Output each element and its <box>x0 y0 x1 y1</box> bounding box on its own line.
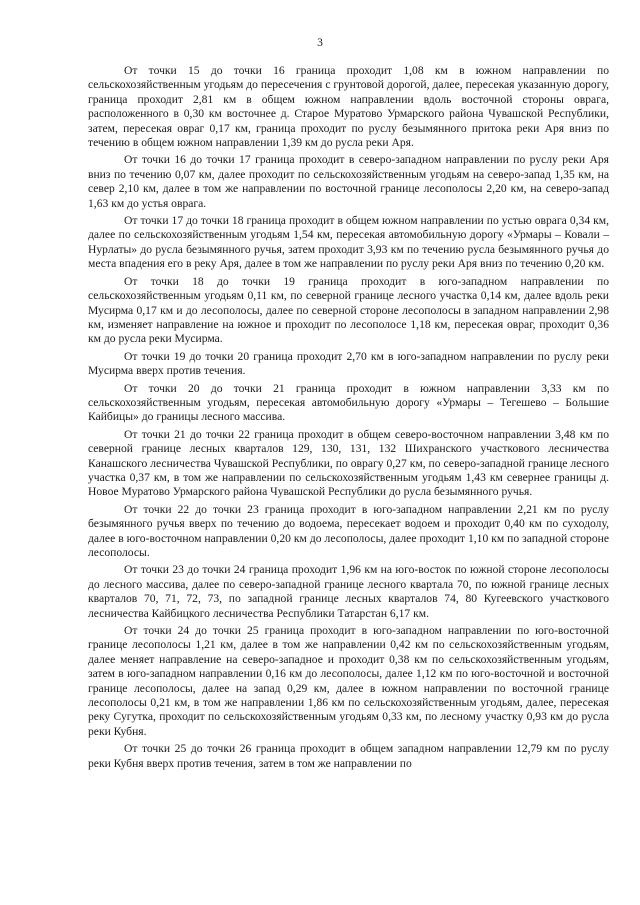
paragraph-point-23-24: От точки 23 до точки 24 граница проходит 1,96 км на юго-восток по южной стороне лесополосы до лесного массива, далее по северо-западной границе лесного квартала 70, по южной границе лесных кварталов 70, 71, 72, 73, по западной границе лесных кварталов 74, 80 Кугеевского участкового лесничества Кайбицкого лесничества Республики Татарстан 6,17 км. <box>88 563 609 620</box>
paragraph-point-24-25: От точки 24 до точки 25 граница проходит в юго-западном направлении по юго-восточной границе лесополосы 1,21 км, далее в том же направлении 0,42 км по сельскохозяйственным угодьям, далее меняет направление на северо-западное и проходит 0,38 км по сельскохозяйственным угодьям, затем в юго-западном направлении 0,16 км до лесополосы, далее 1,12 км по юго-восточной и восточной границе лесополосы, далее на запад 0,29 км, далее в южном направлении по восточной границе лесополосы 0,21 км, в том же направлении 1,86 км по сельскохозяйственным угодьям, далее, пересекая реку Сугутка, проходит по сельскохозяйственным угодьям 0,33 км, по лесному участку 0,93 км до русла реки Кубня. <box>88 624 609 738</box>
document-body <box>88 64 609 774</box>
paragraph-point-21-22: От точки 21 до точки 22 граница проходит в общем северо-восточном направлении 3,48 км по северной границе лесных кварталов 129, 130, 131, 132 Шихранского участкового лесничества Канашского лесничества Чувашской Республики, по оврагу 0,27 км, по северо-западной границе лесного участка 0,37 км, в том же направлении по сельскохозяйственным угодьям 1,43 км севернее границы д. Новое Муратово Урмарского района Чувашской Республики до русла безымянного ручья. <box>88 427 609 499</box>
page-number: 3 <box>317 37 323 49</box>
paragraph-point-18-19: От точки 18 до точки 19 граница проходит в юго-западном направлении по сельскохозяйственным угодьям 0,11 км, по северной границе лесного участка 0,14 км, далее вдоль реки Мусирма 0,17 км и до лесополосы, далее по северной стороне лесополосы в западном направлении 2,98 км, изменяет направление на южное и проходит по лесополосе 1,18 км, пересекая овраг, проходит 0,36 км до русла реки Мусирма. <box>88 274 609 346</box>
paragraph-point-19-20: От точки 19 до точки 20 граница проходит 2,70 км в юго-западном направлении по руслу реки Мусирма вверх против течения. <box>88 349 609 378</box>
paragraph-point-20-21: От точки 20 до точки 21 граница проходит в южном направлении 3,33 км по сельскохозяйственным угодьям, пересекая автомобильную дорогу «Урмары – Тегешево – Большие Кайбицы» до границы лесного массива. <box>88 381 609 424</box>
paragraph-point-17-18: От точки 17 до точки 18 граница проходит в общем южном направлении по устью оврага 0,34 км, далее по сельскохозяйственным угодьям 1,54 км, пересекая автомобильную дорогу «Урмары – Ковали – Нурлаты» до русла безымянного ручья, затем проходит 3,93 км по течению русла безымянного ручья до места впадения его в реку Аря, далее в том же направлении по руслу реки Аря вниз по течению 0,20 км. <box>88 214 609 271</box>
paragraph-point-15-16: От точки 15 до точки 16 граница проходит 1,08 км в южном направлении по сельскохозяйственным угодьям до пересечения с грунтовой дорогой, далее, пересекая указанную дорогу, граница проходит 2,81 км в общем южном направлении вдоль восточной стороны оврага, расположенного в 0,30 км восточнее д. Старое Муратово Урмарского района Чувашской Республики, затем, пересекая овраг 0,17 км, граница проходит по руслу безымянного притока реки Аря вниз по течению в общем южном направлении 1,39 км до русла реки Аря. <box>88 64 609 150</box>
paragraph-point-16-17: От точки 16 до точки 17 граница проходит в северо-западном направлении по руслу реки Аря вниз по течению 0,07 км, далее проходит по сельскохозяйственным угодьям на северо-запад 1,35 км, на север 2,10 км, далее в том же направлении по восточной границе лесополосы 2,20 км, на северо-запад 1,63 км до устья оврага. <box>88 153 609 210</box>
paragraph-point-25-26: От точки 25 до точки 26 граница проходит в общем западном направлении 12,79 км по руслу реки Кубня вверх против течения, затем в том же направлении по <box>88 742 609 770</box>
paragraph-point-22-23: От точки 22 до точки 23 граница проходит в юго-западном направлении 2,21 км по руслу безымянного ручья вверх по течению до водоема, пересекает водоем и проходит 0,40 км по суходолу, далее в юго-восточном направлении 0,20 км до лесополосы, далее проходит 1,10 км по западной стороне лесополосы. <box>88 502 609 559</box>
